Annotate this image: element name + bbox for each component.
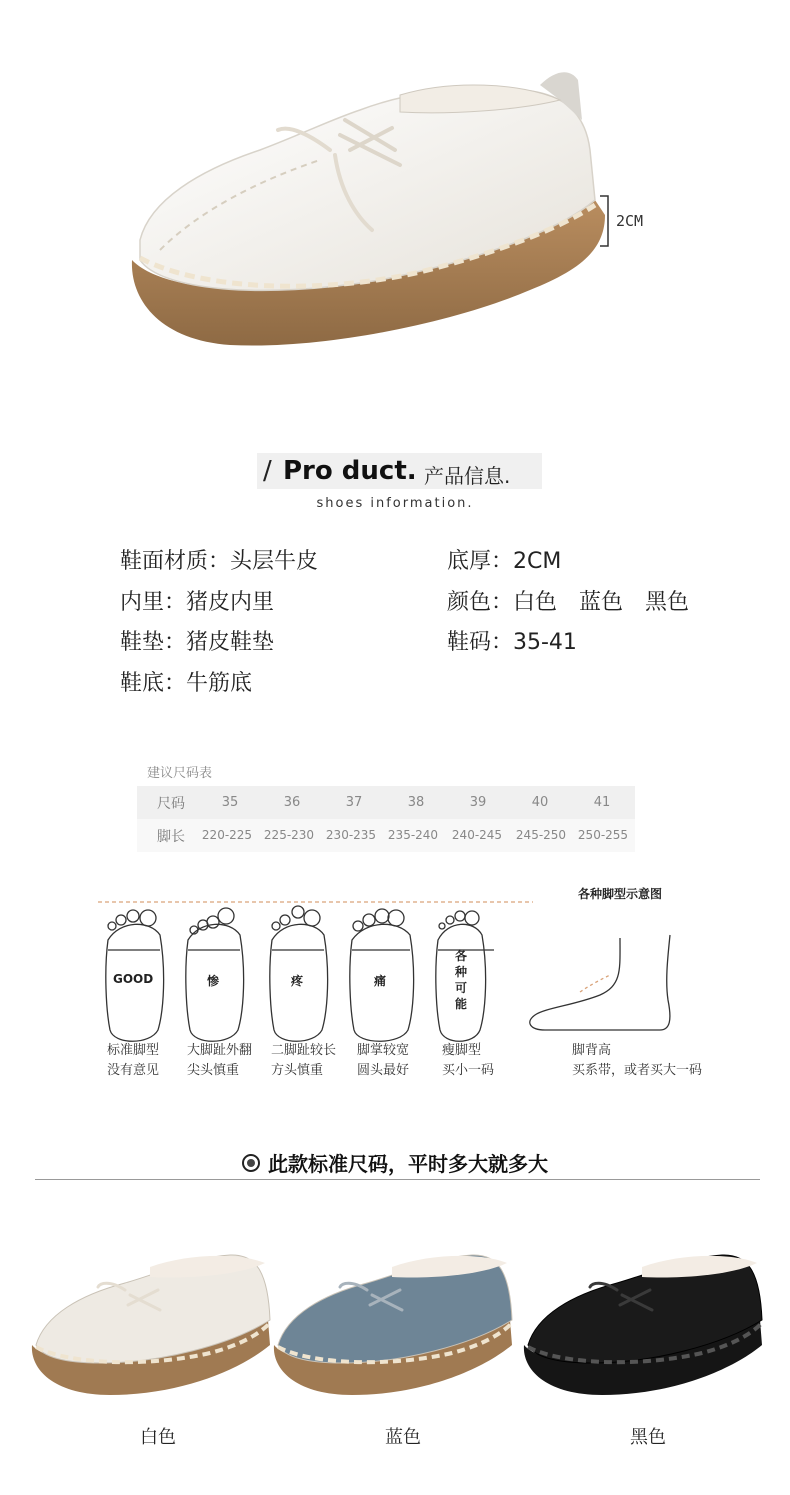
length-row-header: 脚长 xyxy=(157,829,185,845)
foot-caption-line: 瘦脚型 xyxy=(442,1043,482,1058)
foot-caption-line: 脚掌较宽 xyxy=(357,1043,410,1058)
variant-label-black: 黑色 xyxy=(630,1427,666,1448)
sole-height-label: 2CM xyxy=(616,212,644,230)
foot-type-label: 痛 xyxy=(374,974,387,988)
size-cell: 39 xyxy=(469,795,487,810)
foot-type-caption xyxy=(271,1041,336,1081)
variant-shoe-black xyxy=(524,1255,762,1395)
foot-types-title: 各种脚型示意图 xyxy=(578,887,663,901)
foot-type-caption xyxy=(187,1041,252,1081)
length-cell: 250-255 xyxy=(577,828,629,842)
size-cell: 36 xyxy=(283,795,301,810)
foot-caption-line: 没有意见 xyxy=(107,1063,160,1078)
foot-type-caption xyxy=(442,1041,494,1081)
spec-size: 鞋码：35-41 xyxy=(447,630,577,655)
product-heading-title: Pro duct. xyxy=(283,456,417,486)
foot-caption-line: 尖头慎重 xyxy=(187,1063,240,1078)
hero-product-image xyxy=(0,0,790,420)
size-cell: 40 xyxy=(531,795,549,810)
foot-caption-line: 方头慎重 xyxy=(271,1063,324,1078)
variant-shoe-white xyxy=(32,1255,270,1395)
size-advice-banner xyxy=(0,1148,790,1177)
length-row xyxy=(137,819,635,852)
variant-label-blue: 蓝色 xyxy=(385,1427,421,1448)
foot-caption-line: 买系带，或者买大一码 xyxy=(572,1063,703,1078)
foot-type-label: 各种可能 xyxy=(455,949,468,1011)
size-row xyxy=(137,786,635,819)
spec-outsole: 鞋底：牛筋底 xyxy=(120,671,253,696)
spec-upper: 鞋面材质：头层牛皮 xyxy=(120,549,319,574)
variant-label-white: 白色 xyxy=(140,1427,176,1448)
size-cell: 37 xyxy=(345,795,363,810)
product-heading-subtitle: shoes information. xyxy=(316,496,474,511)
foot-caption-line: 大脚趾外翻 xyxy=(187,1043,253,1058)
foot-type-label: 疼 xyxy=(291,974,304,988)
foot-type-caption xyxy=(107,1041,159,1081)
size-advice-text: 此款标准尺码，平时多大就多大 xyxy=(268,1152,548,1176)
foot-type-label: 惨 xyxy=(207,974,220,988)
size-cell: 35 xyxy=(221,795,239,810)
length-cell: 240-245 xyxy=(451,828,503,842)
length-cell: 225-230 xyxy=(263,828,315,842)
foot-type-label: GOOD xyxy=(113,972,154,986)
spec-insole: 鞋垫：猪皮鞋垫 xyxy=(120,630,275,655)
size-cell: 41 xyxy=(593,795,611,810)
length-cell: 245-250 xyxy=(515,828,567,842)
foot-caption-line: 圆头最好 xyxy=(357,1063,410,1078)
foot-caption-line: 脚背高 xyxy=(572,1043,612,1058)
spec-thickness: 底厚：2CM xyxy=(447,549,562,574)
foot-caption-line: 标准脚型 xyxy=(107,1043,160,1058)
divider xyxy=(35,1179,760,1180)
foot-side-caption xyxy=(572,1041,702,1081)
spec-color: 颜色：白色 蓝色 黑色 xyxy=(447,590,690,615)
product-heading-cn: 产品信息. xyxy=(424,464,511,488)
foot-caption-line: 买小一码 xyxy=(442,1063,495,1078)
product-heading-slash: / xyxy=(263,456,272,486)
spec-lining: 内里：猪皮内里 xyxy=(120,590,275,615)
size-table-caption: 建议尺码表 xyxy=(147,766,213,781)
length-cell: 220-225 xyxy=(201,828,253,842)
size-cell: 38 xyxy=(407,795,425,810)
foot-caption-line: 二脚趾较长 xyxy=(271,1043,337,1058)
size-row-header: 尺码 xyxy=(157,796,185,812)
variant-shoe-blue xyxy=(274,1255,512,1395)
color-variants-illustration xyxy=(0,1195,790,1415)
length-cell: 235-240 xyxy=(387,828,439,842)
hero-shoe-illustration xyxy=(0,0,790,420)
length-cell: 230-235 xyxy=(325,828,377,842)
target-icon xyxy=(242,1154,260,1172)
foot-type-caption xyxy=(357,1041,409,1081)
